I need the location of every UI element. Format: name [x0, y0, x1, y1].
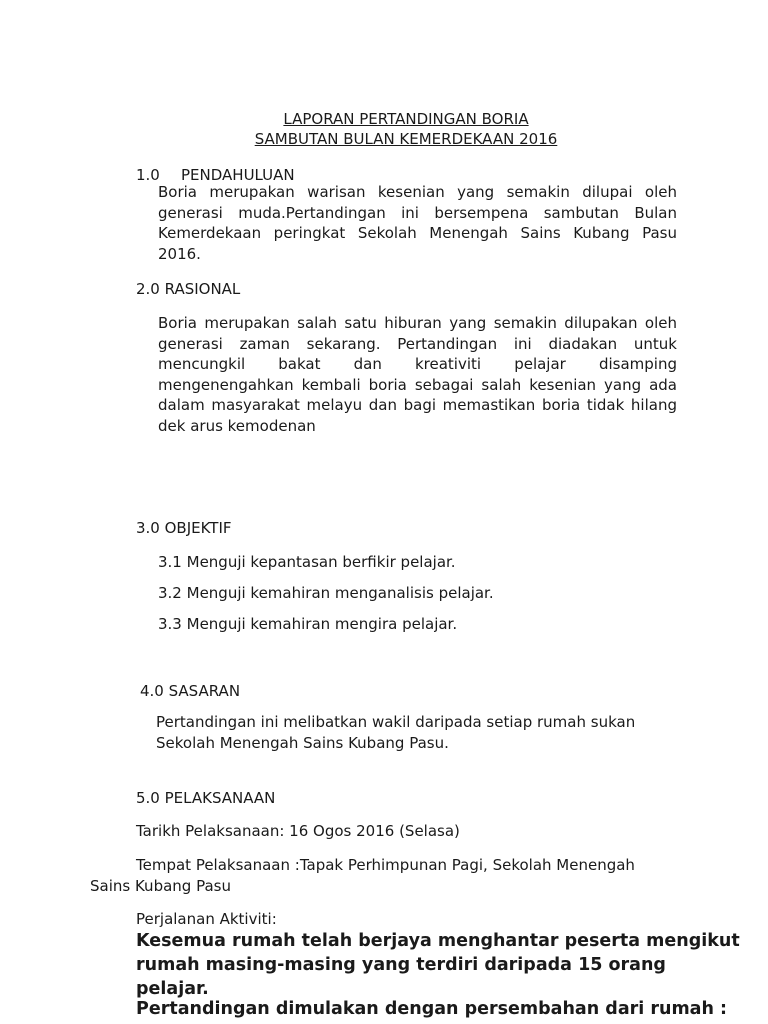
objective-item: 3.3 Menguji kemahiran mengira pelajar. — [158, 615, 458, 633]
paragraph-line: generasi muda.Pertandingan ini bersempena sambutan Bulan — [158, 203, 677, 222]
activity-label: Perjalanan Aktiviti: — [136, 910, 277, 928]
document-title-line1: LAPORAN PERTANDINGAN BORIA — [283, 110, 529, 128]
activity-bold-line: rumah masing-masing yang terdiri daripada 15 orang — [136, 955, 666, 975]
objective-item: 3.1 Menguji kepantasan berfikir pelajar. — [158, 553, 456, 571]
section1-paragraph — [158, 182, 677, 264]
activity-bold-line: Kesemua rumah telah berjaya menghantar peserta mengikut — [136, 931, 740, 951]
paragraph-line: 2016. — [158, 244, 201, 263]
implementation-date: Tarikh Pelaksanaan: 16 Ogos 2016 (Selasa) — [136, 822, 460, 840]
implementation-venue-line1: Tempat Pelaksanaan :Tapak Perhimpunan Pagi, Sekolah Menengah — [136, 856, 635, 874]
paragraph-line: Boria merupakan salah satu hiburan yang semakin dilupakan oleh — [158, 314, 677, 332]
section2-paragraph — [158, 313, 677, 437]
paragraph-line: mencungkil bakat dan kreativiti pelajar disamping — [158, 355, 677, 374]
section4-line: Sekolah Menengah Sains Kubang Pasu. — [156, 734, 449, 752]
paragraph-line: dek arus kemodenan — [158, 416, 316, 435]
section5-heading: 5.0 PELAKSANAAN — [136, 789, 276, 807]
section2-heading: 2.0 RASIONAL — [136, 280, 241, 298]
section1-number: 1.0 — [136, 166, 160, 184]
paragraph-line: mengenengahkan kembali boria sebagai salah kesenian yang ada — [158, 375, 677, 394]
section1-heading: PENDAHULUAN — [181, 166, 295, 184]
document-title-line2: SAMBUTAN BULAN KEMERDEKAAN 2016 — [254, 130, 558, 148]
activity-bold-line: Pertandingan dimulakan dengan persembahan dari rumah : — [136, 999, 728, 1019]
section4-heading: 4.0 SASARAN — [140, 682, 241, 700]
paragraph-line: dalam masyarakat melayu dan bagi memastikan boria tidak hilang — [158, 396, 677, 415]
paragraph-line: Boria merupakan warisan kesenian yang semakin dilupai oleh — [158, 183, 677, 201]
objective-item: 3.2 Menguji kemahiran menganalisis pelajar. — [158, 584, 494, 602]
section4-line: Pertandingan ini melibatkan wakil daripada setiap rumah sukan — [156, 713, 636, 731]
section3-heading: 3.0 OBJEKTIF — [136, 519, 232, 537]
paragraph-line: generasi zaman sekarang. Pertandingan ini diadakan untuk — [158, 334, 677, 353]
paragraph-line: Kemerdekaan peringkat Sekolah Menengah Sains Kubang Pasu — [158, 224, 677, 243]
activity-bold-line: pelajar. — [136, 979, 209, 999]
implementation-venue-line2: Sains Kubang Pasu — [90, 877, 231, 895]
